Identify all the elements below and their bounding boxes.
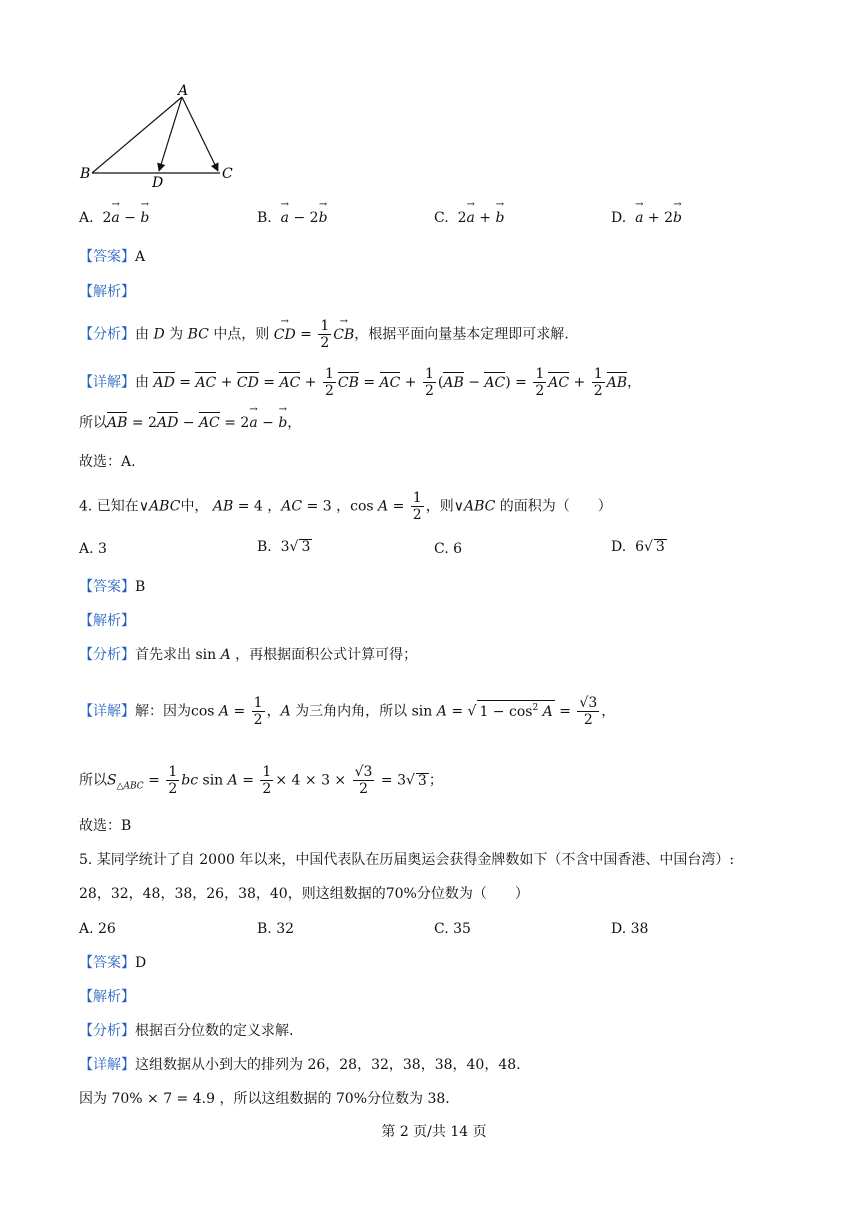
- triangle-figure: [70, 80, 250, 195]
- q5-option-a: A. 26: [79, 921, 116, 937]
- q4-option-c: C. 6: [434, 541, 463, 557]
- q3-detail: 【详解】由 AD = AC + CD = AC + $\frac{1}{2}$ CB = AC + $\frac{1}{2}$ (AB − AC) = $\frac{1}{2}$ AC + $\frac{1}{2}$ AB，: [79, 366, 642, 399]
- label-d: D: [152, 175, 164, 191]
- q3-option-b: B. a → − 2b →: [257, 209, 328, 227]
- q5-option-c: C. 35: [434, 921, 471, 937]
- q4-option-d: D. 6√ 3: [611, 539, 665, 555]
- label-b: B: [80, 166, 91, 182]
- q4-stem: 4. 已知在∨ABC中， AB = 4 ，AC = 3 ，cos A = $\frac{1}{2}$ ，则∨ABC 的面积为（ ）: [79, 490, 612, 523]
- segment-ab: [92, 97, 182, 173]
- q3-option-a: A. 2a → − b →: [79, 209, 149, 227]
- q3-analysis-tag: 【解析】: [79, 284, 135, 300]
- label-a: A: [178, 83, 189, 99]
- q3-option-c: C. 2a → + b →: [434, 209, 504, 227]
- q5-analysis-tag: 【解析】: [79, 989, 135, 1005]
- q3-fenxi: 【分析】由 D 为 BC 中点，则 CD → = $\frac{1}{2}$ CB →，根据平面向量基本定理即可求解.: [79, 318, 569, 351]
- q5-option-b: B. 32: [257, 921, 295, 937]
- q4-option-b: B. 3√ 3: [257, 539, 311, 555]
- q3-conclusion: 故选：A.: [79, 454, 136, 470]
- q5-answer: 【答案】D: [79, 955, 147, 971]
- q5-detail: 【详解】这组数据从小到大的排列为 26，28，32，38，38，40，48.: [79, 1057, 521, 1073]
- q4-analysis-tag: 【解析】: [79, 613, 135, 629]
- page-footer: 第 2 页/共 14 页: [381, 1124, 487, 1140]
- vector-ac: [182, 97, 218, 171]
- q5-stem-line1: 5. 某同学统计了自 2000 年以来，中国代表队在历届奥运会获得金牌数如下（不含中国香港、中国台湾）:: [79, 852, 735, 868]
- q3-answer: 【答案】A: [79, 249, 146, 265]
- q4-fenxi: 【分析】首先求出 sin A ，再根据面积公式计算可得；: [79, 647, 418, 663]
- q5-fenxi: 【分析】根据百分位数的定义求解.: [79, 1023, 294, 1039]
- q5-option-d: D. 38: [611, 921, 649, 937]
- q4-area: 所以$S_{\triangle ABC}$ = $\frac{1}{2}$ bc sin A = $\frac{1}{2}$ × 4 × 3 × $\frac{√3}{2}$ = 3√ 3 ；: [79, 764, 443, 797]
- q4-detail: 【详解】解：因为cos A = $\frac{1}{2}$ ，A 为三角内角，所以 sin A = √ $1 - \cos^2 A$ = $\frac{√3}{2}$ ，: [79, 695, 616, 728]
- q4-option-a: A. 3: [79, 541, 107, 557]
- q3-result: 所以AB = 2AD − AC = 2a → − b →，: [79, 414, 301, 432]
- q4-conclusion: 故选：B: [79, 818, 132, 834]
- label-c: C: [222, 166, 233, 182]
- q3-option-d: D. a → + 2b →: [611, 209, 682, 227]
- q5-final: 因为 70% × 7 = 4.9 ，所以这组数据的 70%分位数为 38.: [79, 1091, 450, 1107]
- vector-ad: [159, 97, 182, 171]
- q5-stem-line2: 28，32，48，38，26，38，40，则这组数据的70%分位数为（ ）: [79, 886, 529, 902]
- q4-answer: 【答案】B: [79, 579, 146, 595]
